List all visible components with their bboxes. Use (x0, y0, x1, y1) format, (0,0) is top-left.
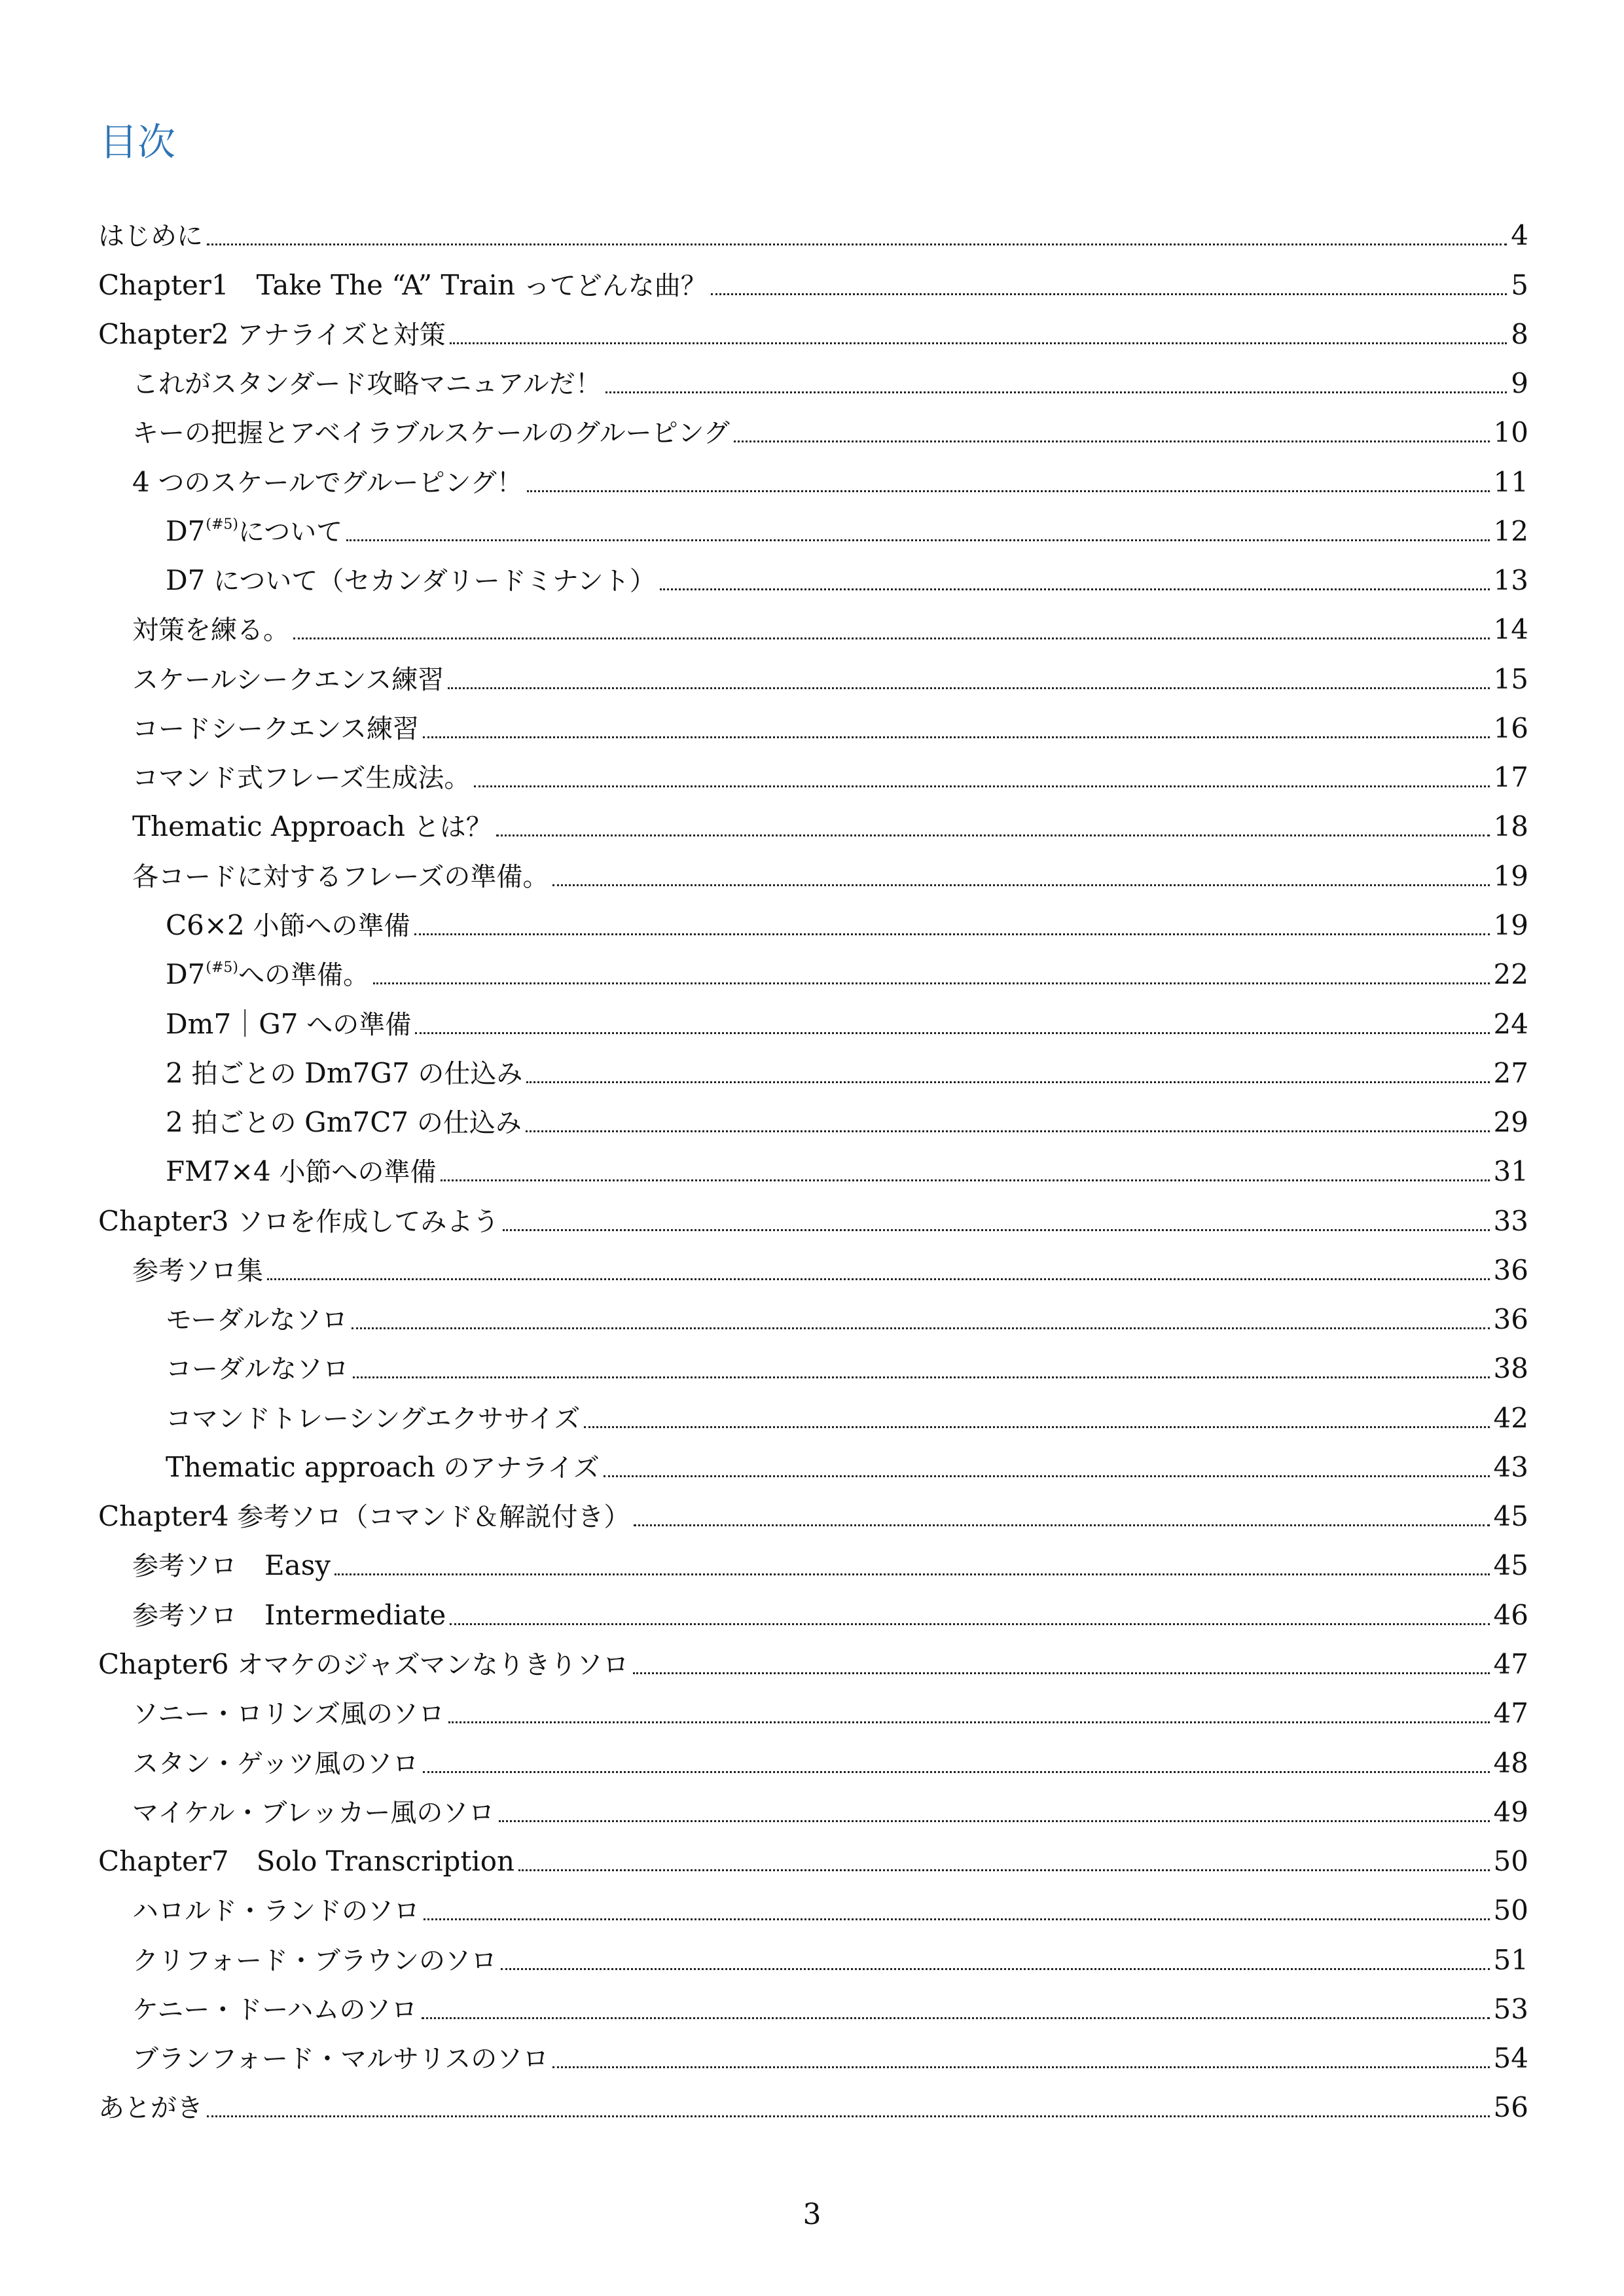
toc-entry-text: Chapter3 (98, 1204, 229, 1237)
toc-page-number: 50 (1493, 1845, 1528, 1878)
dot-leader (346, 539, 1489, 541)
toc-page-number: 46 (1493, 1598, 1528, 1631)
toc-entry-label (132, 810, 492, 843)
toc-entry[interactable] (98, 995, 1528, 1044)
toc-entry[interactable] (98, 847, 1528, 896)
dot-leader (267, 1278, 1490, 1280)
toc-entry-label (132, 763, 471, 794)
toc-entry-label (166, 958, 370, 991)
toc-entry-text: マイケル・ブレッカー風のソロ (132, 1797, 495, 1828)
dot-leader (604, 1475, 1490, 1477)
toc-page-number: 19 (1493, 859, 1528, 892)
dot-leader (660, 588, 1490, 590)
dot-leader (353, 1376, 1490, 1378)
dot-leader (422, 2017, 1490, 2019)
toc-entry-text: 参考ソロ (132, 1551, 237, 1582)
toc-entry-text: 2 (166, 1056, 183, 1089)
toc-entry[interactable] (98, 2079, 1528, 2128)
toc-entry-label (166, 564, 656, 597)
toc-entry-text: コマンド式フレーズ生成法。 (132, 763, 471, 794)
toc-entry-label (98, 1204, 499, 1237)
toc-page-number: 18 (1493, 810, 1528, 843)
toc-page-number: 45 (1493, 1549, 1528, 1582)
toc-page-number: 13 (1493, 564, 1528, 597)
toc-entry[interactable] (98, 1537, 1528, 1586)
dot-leader (527, 490, 1490, 492)
toc-entry-text: スタン・ゲッツ風のソロ (132, 1748, 419, 1779)
toc-entry[interactable] (98, 1291, 1528, 1340)
toc-page-number: 56 (1493, 2091, 1528, 2124)
toc-entry-label (98, 1845, 515, 1878)
dot-leader (334, 1573, 1490, 1575)
toc-entry-text: ハロルド・ランドのソロ (132, 1896, 420, 1927)
dot-leader (634, 1524, 1489, 1526)
toc-entry[interactable] (98, 404, 1528, 453)
toc-entry[interactable] (98, 749, 1528, 798)
dot-leader (501, 1968, 1489, 1970)
toc-entry[interactable] (98, 1143, 1528, 1192)
dot-leader (450, 342, 1507, 344)
toc-entry[interactable] (98, 207, 1528, 256)
toc-page-number: 38 (1493, 1352, 1528, 1385)
dot-leader (293, 637, 1490, 639)
toc-entry-label (132, 369, 602, 400)
toc-page-number: 16 (1493, 711, 1528, 744)
toc-page-number: 4 (1511, 219, 1528, 252)
toc-entry-text: コマンドトレーシングエクササイズ (166, 1403, 581, 1434)
toc-entry-label (132, 418, 730, 449)
dot-leader (207, 243, 1507, 245)
dot-leader (373, 982, 1490, 984)
toc-entry-label (98, 317, 446, 350)
toc-entry[interactable] (98, 601, 1528, 650)
dot-leader (711, 293, 1507, 295)
toc-entry[interactable] (98, 1488, 1528, 1537)
toc-entry-label (166, 908, 410, 941)
toc-entry-text: クリフォード・ブラウンのソロ (132, 1945, 497, 1976)
dot-leader (474, 785, 1489, 787)
toc-entry-text: 参考ソロ（コマンド＆解説付き） (228, 1502, 630, 1533)
toc-entry-text: 参考ソロ集 (132, 1255, 263, 1286)
toc-entry-label (132, 1699, 445, 1730)
toc-entry[interactable] (98, 1833, 1528, 1882)
toc-page-number: 49 (1493, 1795, 1528, 1828)
dot-leader (424, 1918, 1489, 1920)
toc-entry[interactable] (98, 355, 1528, 404)
toc-entry-text: 4 (132, 465, 150, 498)
toc-entry-text: ブランフォード・マルサリスのソロ (132, 2044, 549, 2075)
dot-leader (414, 933, 1490, 935)
toc-page-number: 22 (1493, 958, 1528, 991)
toc-entry-text: ってどんな曲？ (515, 270, 707, 301)
toc-entry[interactable] (98, 2030, 1528, 2079)
dot-leader (552, 2066, 1489, 2068)
toc-entry[interactable] (98, 650, 1528, 699)
toc-entry[interactable] (98, 552, 1528, 601)
toc-entry-text: C6×2 (166, 908, 245, 941)
toc-entry-text: ケニー・ドーハムのソロ (132, 1994, 418, 2025)
dot-leader (450, 1623, 1489, 1625)
toc-entry-label (132, 1598, 446, 1631)
toc-page-number: 48 (1493, 1746, 1528, 1779)
toc-entry[interactable] (98, 1636, 1528, 1685)
dot-leader (499, 1820, 1490, 1822)
toc-page-number: 8 (1511, 317, 1528, 350)
toc-entry-label (166, 1354, 349, 1385)
toc-entry-label (166, 1155, 437, 1188)
toc-entry-text: Gm7C7 (304, 1106, 409, 1139)
toc-entry[interactable] (98, 1439, 1528, 1488)
toc-entry-text: のアナライズ (435, 1452, 600, 1483)
toc-entry-label (132, 1994, 418, 2025)
toc-entry-text: 対策を練る。 (132, 615, 289, 646)
dot-leader (584, 1426, 1489, 1428)
toc-entry-label (166, 1450, 600, 1483)
toc-entry-label (166, 514, 343, 547)
toc-entry-label (132, 1945, 497, 1976)
toc-entry-label (132, 861, 549, 892)
toc-entry-label (132, 1748, 419, 1779)
dot-leader (448, 687, 1489, 689)
toc-entry[interactable] (98, 453, 1528, 502)
toc-entry-label (132, 1896, 420, 1927)
dot-leader (207, 2115, 1490, 2117)
toc-entry[interactable] (98, 503, 1528, 552)
toc-entry-label (166, 1305, 348, 1336)
toc-entry-text: について（セカンダリードミナント） (205, 566, 656, 597)
toc-entry-label (98, 1647, 629, 1680)
toc-entry-label (166, 1056, 523, 1089)
toc-entry-text: つのスケールでグルーピング！ (149, 467, 523, 498)
dot-leader (496, 834, 1490, 836)
toc-entry-text: コーダルなソロ (166, 1354, 349, 1385)
toc-page-number: 53 (1493, 1992, 1528, 2025)
toc-entry[interactable] (98, 1882, 1528, 1931)
toc-entry[interactable] (98, 1784, 1528, 1833)
toc-entry-text: 拍ごとの (183, 1108, 305, 1139)
toc-entry-label (98, 221, 203, 252)
toc-page-number: 45 (1493, 1500, 1528, 1533)
toc-entry-text: D7 (166, 958, 206, 991)
dot-leader (448, 1721, 1489, 1723)
toc-entry-label (132, 1255, 263, 1286)
toc-entry-label (98, 2093, 203, 2124)
toc-entry[interactable] (98, 1931, 1528, 1980)
toc-entry[interactable] (98, 1094, 1528, 1143)
toc-entry-text: Thematic Approach (132, 810, 406, 843)
toc-entry-text: キーの把握とアベイラブルスケールのグルーピング (132, 418, 730, 449)
toc-entry[interactable] (98, 256, 1528, 305)
toc-entry-label (132, 664, 444, 695)
toc-page-number: 47 (1493, 1647, 1528, 1680)
toc-entry-text: D7 (166, 514, 206, 547)
toc-entry-label (98, 1500, 630, 1533)
toc-entry[interactable] (98, 306, 1528, 355)
toc-entry-text: の仕込み (408, 1108, 522, 1139)
toc-page-number: 29 (1493, 1106, 1528, 1139)
dot-leader (526, 1081, 1489, 1083)
toc-page-number: 24 (1493, 1007, 1528, 1040)
toc-page-number: 15 (1493, 662, 1528, 695)
toc-entry-label (98, 268, 707, 301)
toc-page-number: 36 (1493, 1253, 1528, 1286)
toc-entry[interactable] (98, 1340, 1528, 1389)
toc-page-number: 43 (1493, 1450, 1528, 1483)
toc-page-number: 31 (1493, 1155, 1528, 1188)
toc-entry-label (166, 1007, 412, 1040)
toc-entry[interactable] (98, 798, 1528, 847)
toc-entry-text: D7 (166, 564, 206, 597)
toc-page-number: 11 (1493, 465, 1528, 498)
toc-entry-text: 参考ソロ (132, 1600, 237, 1631)
toc-entry-label (132, 1549, 331, 1582)
toc-page-number: 33 (1493, 1204, 1528, 1237)
page-number: 3 (803, 2198, 821, 2231)
toc-page-number: 17 (1493, 761, 1528, 794)
toc-entry[interactable] (98, 1685, 1528, 1734)
toc-page-number: 50 (1493, 1894, 1528, 1927)
toc-entry-text: Thematic approach (166, 1450, 435, 1483)
toc-entry-text: ソニー・ロリンズ風のソロ (132, 1699, 445, 1730)
toc-page-number: 5 (1511, 268, 1528, 301)
toc-page-number: 51 (1493, 1943, 1528, 1976)
dot-leader (352, 1327, 1489, 1329)
toc-entry[interactable] (98, 1242, 1528, 1291)
toc-entry[interactable] (98, 946, 1528, 995)
toc-entry-text: アナライズと対策 (228, 319, 446, 350)
toc-entry-text: オマケのジャズマンなりきりソロ (228, 1649, 629, 1680)
toc-entry-text: の仕込み (409, 1058, 523, 1089)
toc-page-number: 27 (1493, 1056, 1528, 1089)
toc-entry-text: Intermediate (237, 1598, 446, 1631)
dot-leader (423, 736, 1490, 738)
toc-entry-text: Dm7｜G7 (166, 1007, 298, 1040)
table-of-contents (98, 207, 1528, 2128)
toc-entry[interactable] (98, 1981, 1528, 2030)
toc-entry-text: 小節への準備 (244, 910, 410, 941)
toc-entry-text: Chapter7 Solo Transcription (98, 1845, 515, 1878)
dot-leader (441, 1179, 1490, 1181)
toc-page-number: 47 (1493, 1697, 1528, 1730)
toc-entry[interactable] (98, 1192, 1528, 1241)
toc-entry-text: とは？ (405, 812, 492, 843)
toc-entry-text: 拍ごとの (183, 1058, 305, 1089)
dot-leader (518, 1869, 1489, 1871)
dot-leader (552, 884, 1489, 886)
dot-leader (633, 1672, 1490, 1674)
toc-entry[interactable] (98, 1389, 1528, 1438)
toc-entry-label (166, 1106, 522, 1139)
toc-entry-text: ソロを作成してみよう (228, 1206, 499, 1237)
toc-page-number: 12 (1493, 514, 1528, 547)
toc-entry-text: Chapter4 (98, 1500, 229, 1533)
superscript: (#5) (206, 960, 239, 977)
toc-entry-label (132, 713, 419, 744)
toc-page-number: 9 (1511, 367, 1528, 400)
dot-leader (423, 1771, 1490, 1773)
toc-entry-text: スケールシークエンス練習 (132, 664, 444, 695)
toc-entry[interactable] (98, 700, 1528, 749)
toc-entry-label (132, 2044, 549, 2075)
toc-entry-text: Chapter2 (98, 317, 229, 350)
toc-entry-text: はじめに (98, 221, 203, 252)
toc-entry-label (132, 615, 289, 646)
toc-entry-text: コードシークエンス練習 (132, 713, 419, 744)
toc-entry-text: Dm7G7 (304, 1056, 410, 1089)
toc-entry-text: FM7×4 (166, 1155, 271, 1188)
toc-entry-text: Chapter6 (98, 1647, 229, 1680)
toc-entry[interactable] (98, 897, 1528, 946)
toc-page-number: 36 (1493, 1303, 1528, 1336)
dot-leader (605, 391, 1507, 393)
toc-entry-text: への準備 (298, 1009, 412, 1040)
toc-entry-text: あとがき (98, 2093, 203, 2124)
toc-entry[interactable] (98, 1734, 1528, 1783)
toc-entry[interactable] (98, 1045, 1528, 1094)
toc-page-number: 19 (1493, 908, 1528, 941)
toc-page-number: 14 (1493, 613, 1528, 646)
toc-title: 目次 (99, 120, 176, 164)
toc-entry-text: 各コードに対するフレーズの準備。 (132, 861, 549, 892)
dot-leader (734, 440, 1490, 442)
toc-entry-text: への準備。 (238, 960, 370, 991)
toc-page-number: 42 (1493, 1401, 1528, 1434)
toc-page-number: 54 (1493, 2042, 1528, 2075)
toc-entry-label (132, 1797, 495, 1828)
toc-entry-text: について (238, 516, 343, 547)
dot-leader (415, 1032, 1489, 1034)
dot-leader (503, 1229, 1489, 1231)
toc-entry[interactable] (98, 1586, 1528, 1635)
superscript: (#5) (206, 516, 239, 533)
toc-page-number: 10 (1493, 416, 1528, 449)
toc-entry-label (166, 1403, 581, 1434)
toc-entry-text: Chapter1 Take The “A” Train (98, 268, 516, 301)
toc-entry-text: Easy (237, 1549, 331, 1582)
toc-entry-text: 2 (166, 1106, 183, 1139)
toc-entry-text: モーダルなソロ (166, 1305, 348, 1336)
toc-entry-label (132, 465, 523, 498)
dot-leader (526, 1130, 1490, 1132)
toc-entry-text: 小節への準備 (270, 1157, 437, 1188)
toc-entry-text: これがスタンダード攻略マニュアルだ！ (132, 369, 602, 400)
